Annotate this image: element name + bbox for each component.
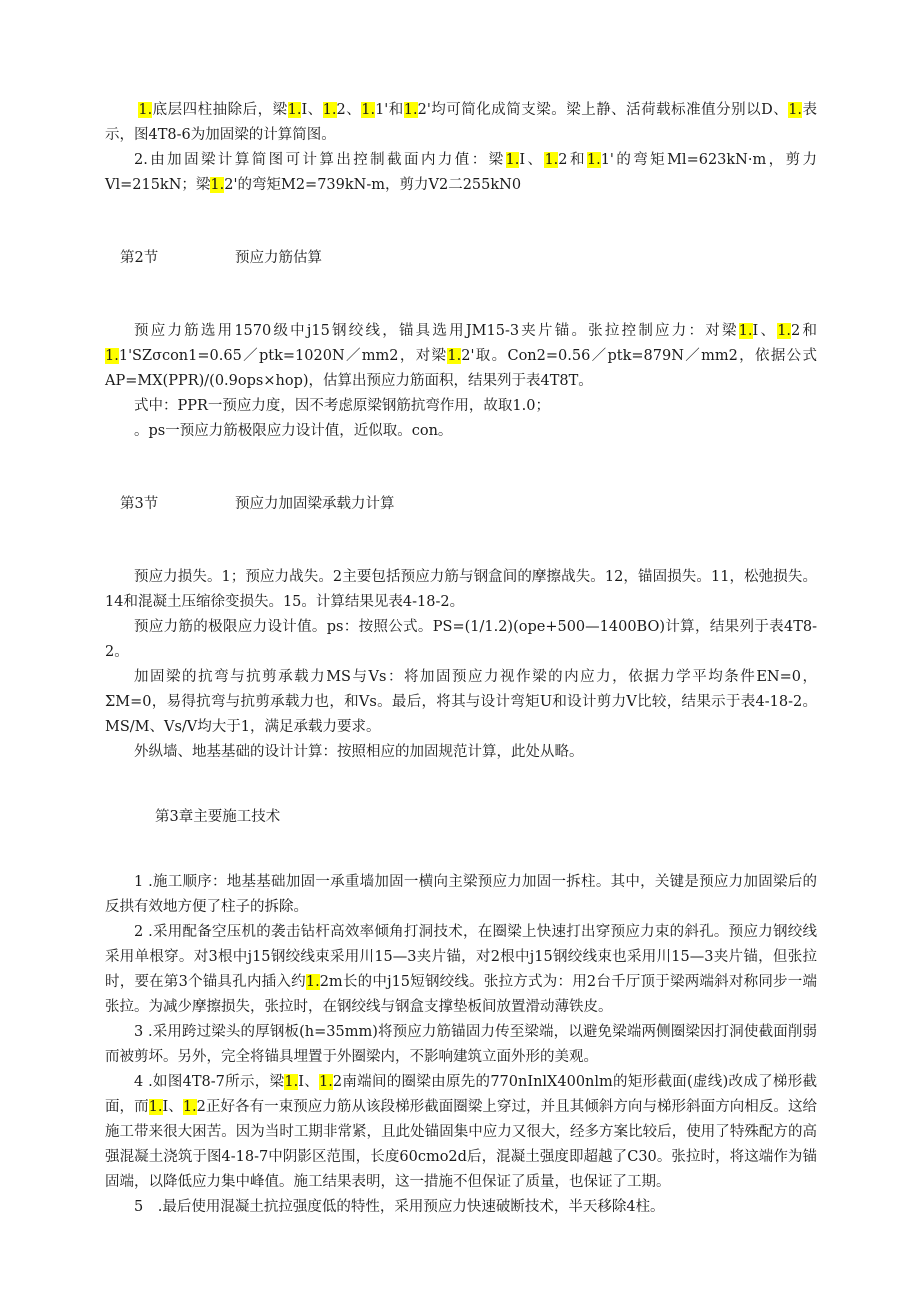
section-title: 预应力加固梁承载力计算 — [235, 496, 395, 512]
section-number: 第3节 — [120, 496, 159, 512]
paragraph-beam-simplification — [105, 98, 817, 148]
text-run: 1'SZσcon1=0.65／ptk=1020N／mm2，对梁 — [118, 348, 448, 364]
text-run: I、 — [162, 1099, 183, 1115]
text-run: I、 — [301, 102, 323, 118]
text-run: 2'取。Con2=0.56／ptk=879N／mm2，依据公式AP=MX(PPR)/(0.9ops×hop)，估算出预应力筋面积，结果列于表4T8T。 — [105, 348, 818, 389]
text-run: 2m长的中j15短钢绞线。张拉方式为：用2台千厅顶于梁两端斜对称同步一端张拉。为减少摩擦损失，张拉时，在钢绞线与钢盒支撑垫板间放置滑动薄铁皮。 — [105, 974, 817, 1015]
list-item-drilling — [105, 920, 817, 1020]
paragraph-formula-note: 式中：PPR一预应力度，因不考虑原梁钢筋抗弯作用，故取1.0； — [134, 398, 550, 414]
highlighted-text: 1. — [182, 1099, 197, 1115]
highlighted-text: 1. — [319, 1074, 333, 1090]
paragraph-prestress-loss: 预应力损失。1；预应力战失。2主要包括预应力筋与钢盒间的摩擦战失。12，锚固损失。11，松弛损失。14和混凝土压缩徐变损失。15。计算结果见表4-18-2。 — [105, 569, 817, 610]
text-run: 4 .如图4T8-7所示，梁 — [134, 1074, 285, 1090]
paragraph-ps-note: 。ps一预应力筋极限应力设计值，近似取。con。 — [134, 423, 453, 439]
chapter-heading-3: 第3章主要施工技术 — [155, 809, 281, 825]
text-run: 1'和 — [375, 102, 404, 118]
highlighted-text: 1. — [447, 348, 462, 364]
list-item-construction-order: 1 .施工顺序：地基基础加固一承重墙加固一横向主梁预应力加固一拆柱。其中，关键是预应力加固梁后的反拱有效地方便了柱子的拆除。 — [105, 874, 817, 915]
list-item-steel-plate: 3 .采用跨过梁头的厚钢板(h=35mm)将预应力筋锚固力传至梁端，以避免梁端两侧圈梁因打洞使截面削弱而被剪坏。另外，完全将锚具埋置于外圈梁内，不影响建筑立面外形的美观。 — [105, 1024, 817, 1065]
text-run: I、 — [752, 323, 778, 339]
highlighted-text: 1. — [505, 152, 520, 168]
text-run: 2'均可简化成简支梁。梁上静、活荷载标准值分别以D、 — [417, 102, 789, 118]
text-run: 2'的弯矩M2=739kN-m，剪力V2二255kN0 — [224, 177, 522, 193]
highlighted-text: 1. — [361, 102, 376, 118]
text-run: 2和 — [791, 323, 817, 339]
highlighted-text: 1. — [138, 102, 153, 118]
section-heading-2 — [105, 246, 817, 271]
text-run: 2 .采用配备空压机的袭击钻杆高效率倾角打洞技术，在圈梁上快速打出穿预应力束的斜孔。预应力钢绞线采用单根穿。对3根中j15钢绞线束采用川15—3夹片锚，对2根中j15钢绞线束也采用川15—3夹片锚，但张拉时，要在第3个锚具孔内插入约 — [105, 924, 817, 990]
document-page — [105, 98, 817, 1220]
text-run: 2和 — [558, 152, 587, 168]
text-run: 表示，图4T8-6为加固梁的计算简图。 — [105, 102, 818, 143]
text-run: I、 — [298, 1074, 320, 1090]
highlighted-text: 1. — [210, 177, 225, 193]
text-run: I、 — [519, 152, 545, 168]
text-run: 2正好各有一束预应力筋从该段梯形截面圈梁上穿过，并且其倾斜方向与梯形斜面方向相反。这给施工带来很大困苦。因为当时工期非常紧，且此处锚固集中应力又很大，经多方案比较后，使用了特殊配方的高强混凝土浇筑于图4-18-7中阴影区范围，长度60cmo2d后，混凝土强度即超越了C30。张拉时，将这端作为锚固端，以降低应力集中峰值。施工结果表明，这一措施不但保证了质量，也保证了工期。 — [105, 1099, 817, 1190]
highlighted-text: 1. — [403, 102, 418, 118]
text-run: 1'的弯矩Ml=623kN·m，剪力Vl=215kN；梁 — [105, 152, 817, 193]
highlighted-text: 1. — [788, 102, 803, 118]
highlighted-text: 1. — [148, 1099, 163, 1115]
highlighted-text: 1. — [305, 974, 320, 990]
highlighted-text: 1. — [586, 152, 601, 168]
highlighted-text: 1. — [105, 348, 119, 364]
highlighted-text: 1. — [287, 102, 302, 118]
paragraph-ultimate-stress: 预应力筋的极限应力设计值。ps：按照公式。PS=(1/1.2)(ope+500—1400BO)计算，结果列于表4T8-2。 — [105, 619, 817, 660]
highlighted-text: 1. — [322, 102, 337, 118]
highlighted-text: 1. — [284, 1074, 299, 1090]
text-run: 2.由加固梁计算简图可计算出控制截面内力值：梁 — [134, 152, 506, 168]
section-title: 预应力筋估算 — [235, 250, 322, 266]
paragraph-capacity: 加固梁的抗弯与抗剪承载力MS与Vs：将加固预应力视作梁的内应力，依据力学平均条件EN=0，ΣM=0，易得抗弯与抗剪承载力也，和Vs。最后，将其与设计弯矩U和设计剪力V比较，结果示于表4-18-2。MS/M、Vs/V均大于1，满足承载力要求。 — [105, 669, 817, 735]
text-run: 预应力筋选用1570级中j15钢绞线，锚具选用JM15-3夹片锚。张拉控制应力：对梁 — [134, 323, 739, 339]
highlighted-text: 1. — [738, 323, 753, 339]
paragraph-tendon-selection — [105, 319, 817, 394]
list-item-trapezoid-section — [105, 1070, 817, 1195]
section-number: 第2节 — [120, 250, 159, 266]
paragraph-wall-foundation: 外纵墙、地基基础的设计计算：按照相应的加固规范计算，此处从略。 — [134, 744, 584, 760]
highlighted-text: 1. — [544, 152, 559, 168]
list-item-rapid-break: 5 .最后使用混凝土抗拉强度低的特性，采用预应力快速破断技术，半天移除4柱。 — [134, 1199, 665, 1215]
text-run: 2、 — [336, 102, 362, 118]
text-run: 底层四柱抽除后，梁 — [152, 102, 288, 118]
text-run: 2南端间的圈梁由原先的770nInlX400nlm的矩形截面(虚线)改成了梯形截面，而 — [105, 1074, 817, 1115]
paragraph-internal-forces — [105, 148, 817, 198]
section-heading-3 — [105, 492, 817, 517]
highlighted-text: 1. — [777, 323, 792, 339]
